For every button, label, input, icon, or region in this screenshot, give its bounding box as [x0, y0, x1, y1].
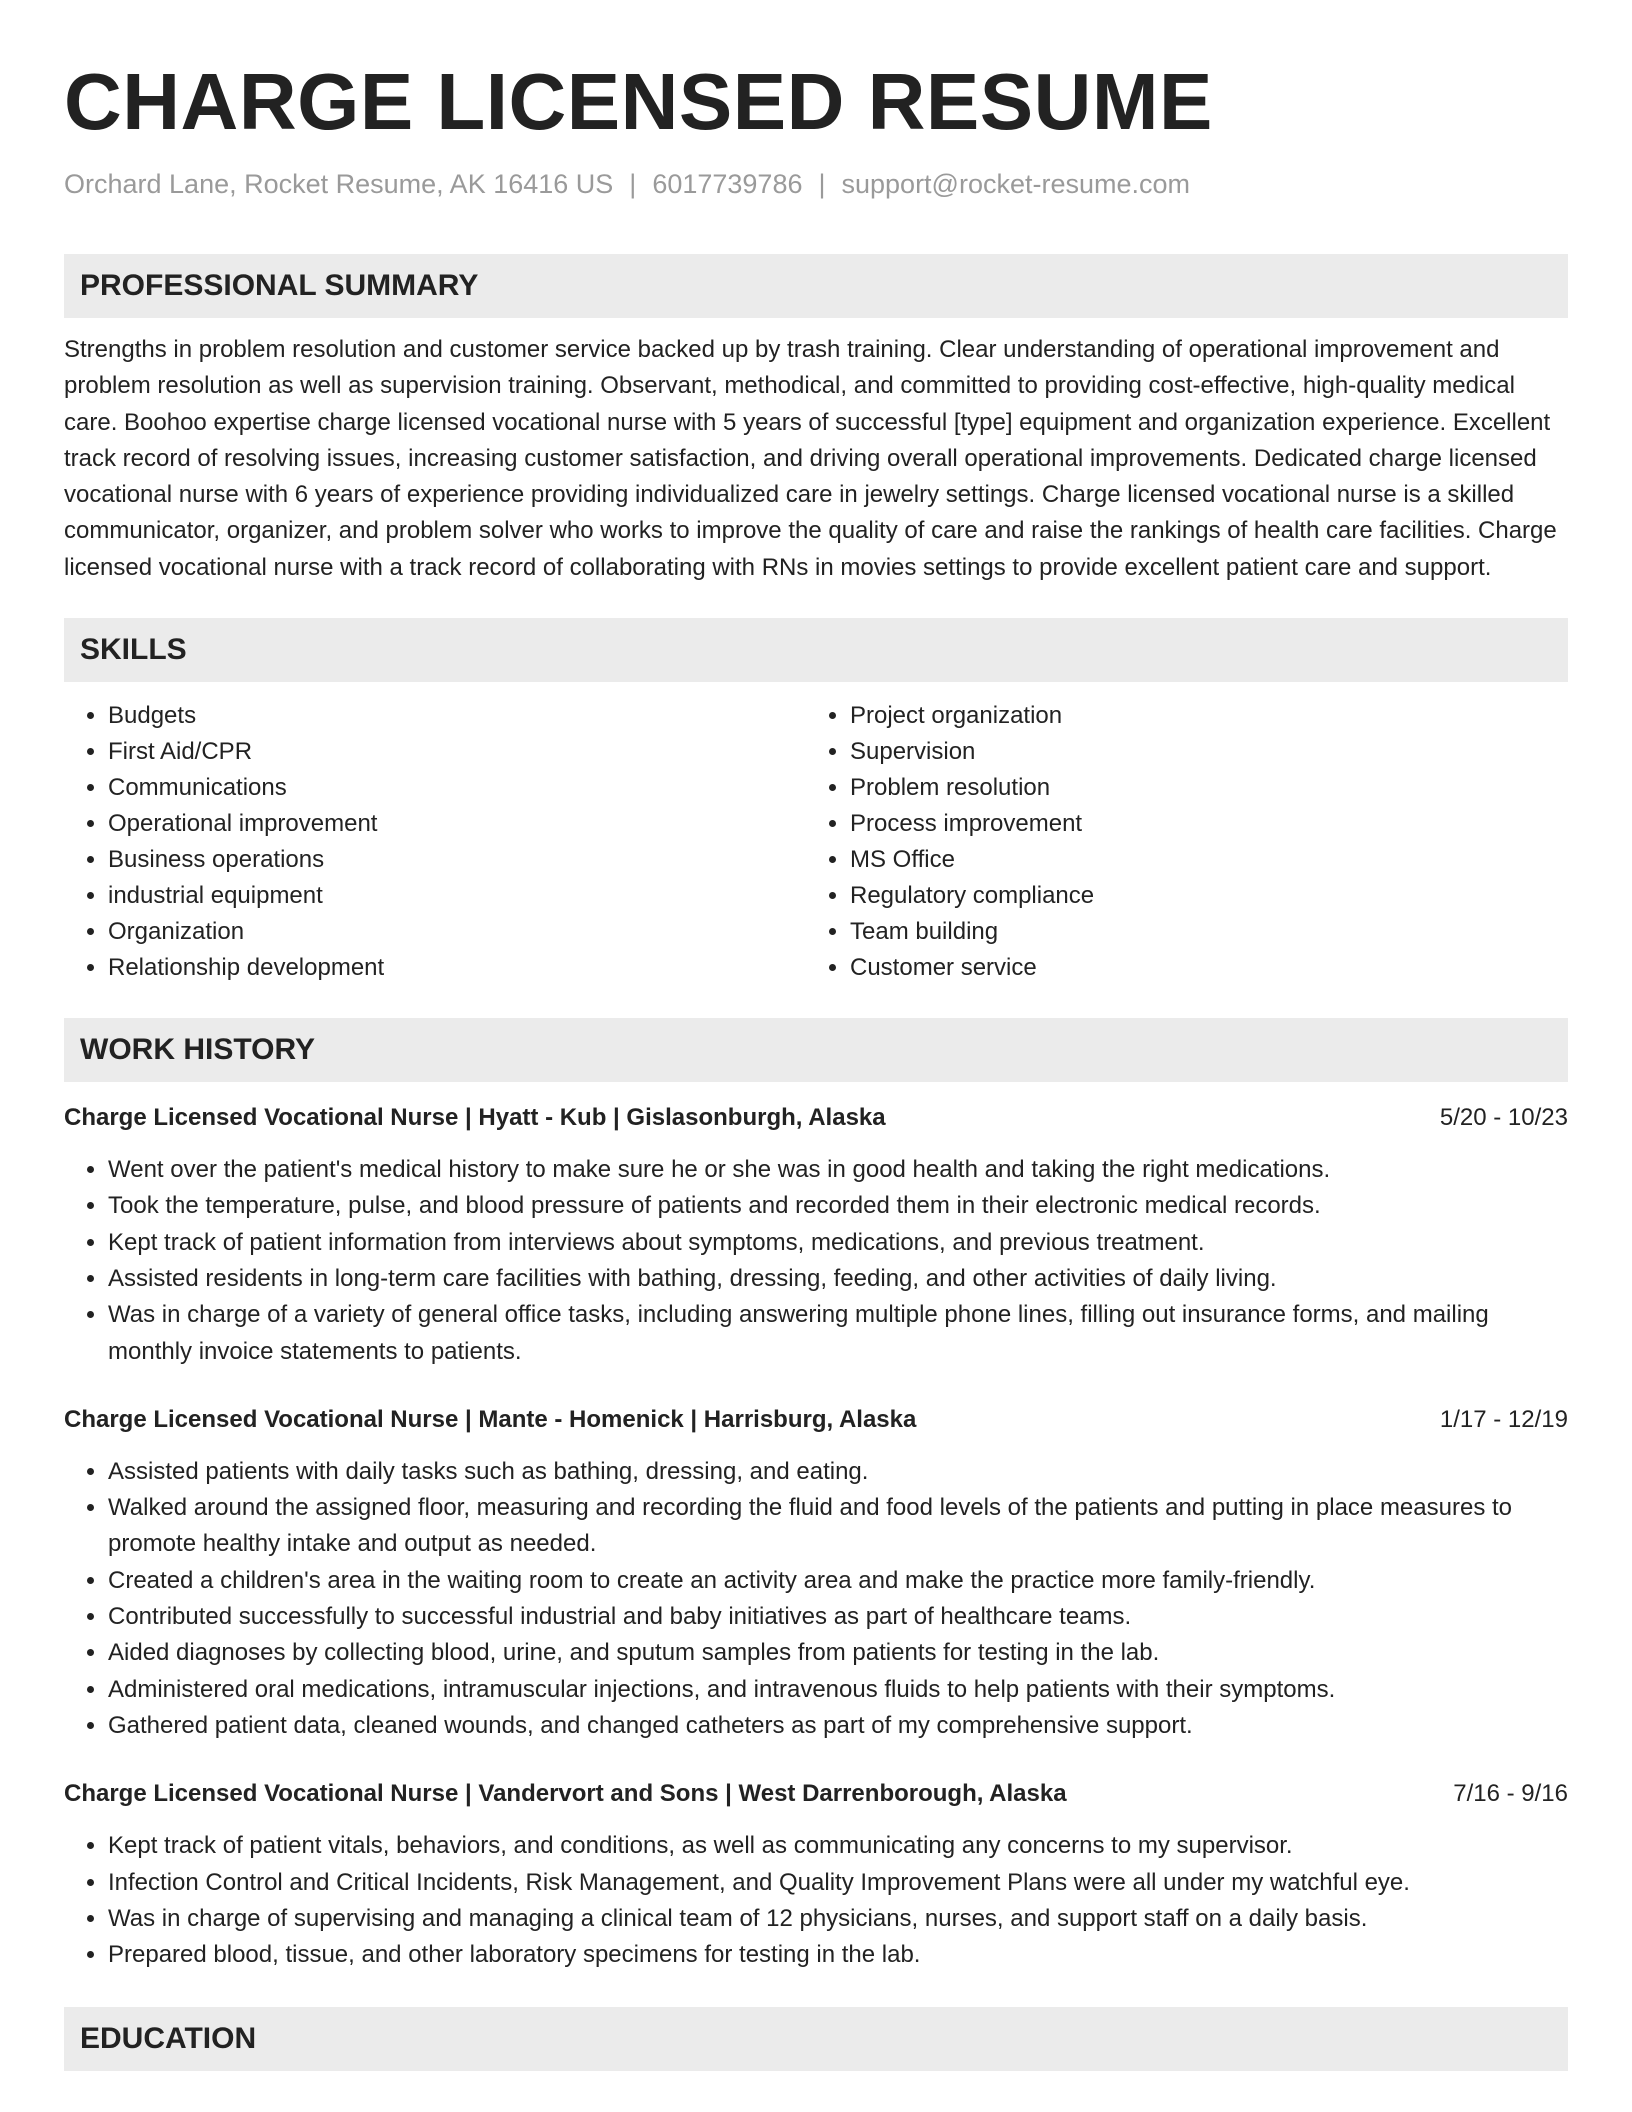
contact-address: Orchard Lane, Rocket Resume, AK 16416 US [64, 169, 614, 199]
skill-item: • Operational improvement [108, 806, 806, 842]
job-bullet: • Kept track of patient vitals, behaviors, and conditions, as well as communicating any concerns to my supervisor. [108, 1828, 1568, 1864]
job-bullets [64, 1454, 1568, 1744]
job-bullet: • Prepared blood, tissue, and other laboratory specimens for testing in the lab. [108, 1937, 1568, 1973]
skill-item: • Supervision [850, 734, 1568, 770]
skill-item: • Customer service [850, 950, 1568, 986]
job-heading [64, 1100, 1568, 1136]
job-bullet: • Was in charge of a variety of general office tasks, including answering multiple phone lines, filling out insurance forms, and mailing monthly invoice statements to patients. [108, 1297, 1568, 1370]
job-bullet: • Was in charge of supervising and managing a clinical team of 12 physicians, nurses, and support staff on a daily basis. [108, 1901, 1568, 1937]
job-title: Charge Licensed Vocational Nurse | Vandervort and Sons | West Darrenborough, Alaska [64, 1780, 1067, 1808]
summary-text: Strengths in problem resolution and customer service backed up by trash training. Clear understanding of operational improvement and problem resolution as well as supervision training. Observant, methodical, and committed to providing cost-effective, high-quality medical care. Boohoo expertise charge licensed vocational nurse with 5 years of successful [type] equipment and organization experience. Excellent track record of resolving issues, increasing customer satisfaction, and driving overall operational improvements. Dedicated charge licensed vocational nurse with 6 years of experience providing individualized care in jewelry settings. Charge licensed vocational nurse is a skilled communicator, organizer, and problem solver who works to improve the quality of care and raise the rankings of health care facilities. Charge licensed vocational nurse with a track record of collaborating with RNs in movies settings to provide excellent patient care and support. [64, 336, 1557, 581]
skill-item: • Problem resolution [850, 770, 1568, 806]
job-bullet: • Assisted patients with daily tasks such as bathing, dressing, and eating. [108, 1454, 1568, 1490]
job-dates: 7/16 - 9/16 [1453, 1780, 1568, 1808]
contact-line [64, 166, 1568, 202]
contact-phone: 6017739786 [652, 169, 803, 199]
contact-separator: | [629, 169, 637, 199]
section-header-summary: PROFESSIONAL SUMMARY [64, 254, 1568, 318]
job-entry [64, 1776, 1568, 1973]
job-bullet: • Assisted residents in long-term care facilities with bathing, dressing, feeding, and other activities of daily living. [108, 1261, 1568, 1297]
section-header-education: EDUCATION [64, 2007, 1568, 2071]
job-bullet: • Administered oral medications, intramuscular injections, and intravenous fluids to help patients with their symptoms. [108, 1672, 1568, 1708]
skill-item: • Relationship development [108, 950, 806, 986]
job-bullets [64, 1828, 1568, 1973]
job-bullets [64, 1152, 1568, 1370]
skill-item: • Project organization [850, 698, 1568, 734]
job-dates: 1/17 - 12/19 [1439, 1405, 1568, 1433]
job-entry [64, 1402, 1568, 1744]
job-entry [64, 1100, 1568, 1370]
job-heading [64, 1402, 1568, 1438]
job-bullet: • Aided diagnoses by collecting blood, urine, and sputum samples from patients for testing in the lab. [108, 1635, 1568, 1671]
job-bullet: • Went over the patient's medical history to make sure he or she was in good health and taking the right medications. [108, 1152, 1568, 1188]
job-title: Charge Licensed Vocational Nurse | Mante - Homenick | Harrisburg, Alaska [64, 1405, 917, 1433]
job-bullet: • Gathered patient data, cleaned wounds, and changed catheters as part of my comprehensive support. [108, 1708, 1568, 1744]
skill-item: • First Aid/CPR [108, 734, 806, 770]
contact-email: support@rocket-resume.com [841, 169, 1191, 199]
skill-item: • Organization [108, 914, 806, 950]
job-bullet: • Took the temperature, pulse, and blood pressure of patients and recorded them in their electronic medical records. [108, 1188, 1568, 1224]
skill-item: • Regulatory compliance [850, 878, 1568, 914]
contact-separator: | [818, 169, 826, 199]
section-header-work-history: WORK HISTORY [64, 1018, 1568, 1082]
skill-item: • MS Office [850, 842, 1568, 878]
resume-name: CHARGE LICENSED RESUME [64, 57, 1213, 146]
skill-item: • industrial equipment [108, 878, 806, 914]
section-header-skills: SKILLS [64, 618, 1568, 682]
job-bullet: • Contributed successfully to successful industrial and baby initiatives as part of healthcare teams. [108, 1599, 1568, 1635]
skills-list [64, 698, 1568, 986]
skill-item: • Business operations [108, 842, 806, 878]
skill-item: • Process improvement [850, 806, 1568, 842]
skills-column-left [64, 698, 806, 986]
job-dates: 5/20 - 10/23 [1439, 1104, 1568, 1132]
job-bullet: • Infection Control and Critical Incidents, Risk Management, and Quality Improvement Plans were all under my watchful eye. [108, 1865, 1568, 1901]
job-bullet: • Walked around the assigned floor, measuring and recording the fluid and food levels of the patients and putting in place measures to promote healthy intake and output as needed. [108, 1490, 1568, 1563]
job-bullet: • Created a children's area in the waiting room to create an activity area and make the practice more family-friendly. [108, 1563, 1568, 1599]
skill-item: • Team building [850, 914, 1568, 950]
skills-column-right [806, 698, 1568, 986]
job-title: Charge Licensed Vocational Nurse | Hyatt - Kub | Gislasonburgh, Alaska [64, 1104, 886, 1132]
job-bullet: • Kept track of patient information from interviews about symptoms, medications, and previous treatment. [108, 1225, 1568, 1261]
job-heading [64, 1776, 1568, 1812]
skill-item: • Budgets [108, 698, 806, 734]
skill-item: • Communications [108, 770, 806, 806]
